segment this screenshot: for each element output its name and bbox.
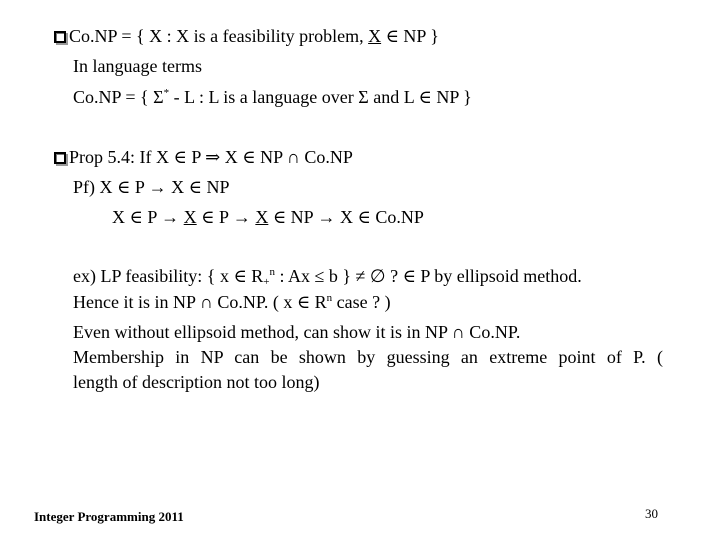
proof-chain-line: X ∈ P → X ∈ P → X ∈ NP → X ∈ Co.NP [112,207,424,227]
hollow-square-bullet-icon [54,31,66,43]
hollow-square-bullet-icon [54,152,66,164]
membership-line-2: length of description not too long) [73,372,320,392]
conp-language-definition: Co.NP = { Σ* - L : L is a language over Σ and L ∈ NP } [73,87,472,107]
hence-line: Hence it is in NP ∩ Co.NP. ( x ∈ $R^n$ case ? ) [73,292,391,312]
proof-line: Pf) X ∈ P → X ∈ NP [73,177,230,197]
even-without-line: Even without ellipsoid method, can show it is in NP ∩ Co.NP. [73,322,521,342]
bullet-line-prop: Prop 5.4: If X ∈ P ⇒ X ∈ NP ∩ Co.NP [54,146,353,168]
bullet-line-conp-definition: Co.NP = { X : X is a feasibility problem, X ∈ NP } [54,25,439,47]
x-complement: X [368,26,382,46]
footer-title: Integer Programming 2011 [34,509,184,524]
page-number: 30 [645,506,658,521]
language-terms-text: In language terms [73,56,202,76]
membership-line-1: Membership in NP can be shown by guessing an extreme point of P. ( [73,347,663,367]
example-line: ex) LP feasibility: { x ∈ $R_+^n$ : Ax ≤ b } ≠ ∅ ? ∈ P by ellipsoid method. [73,266,582,288]
